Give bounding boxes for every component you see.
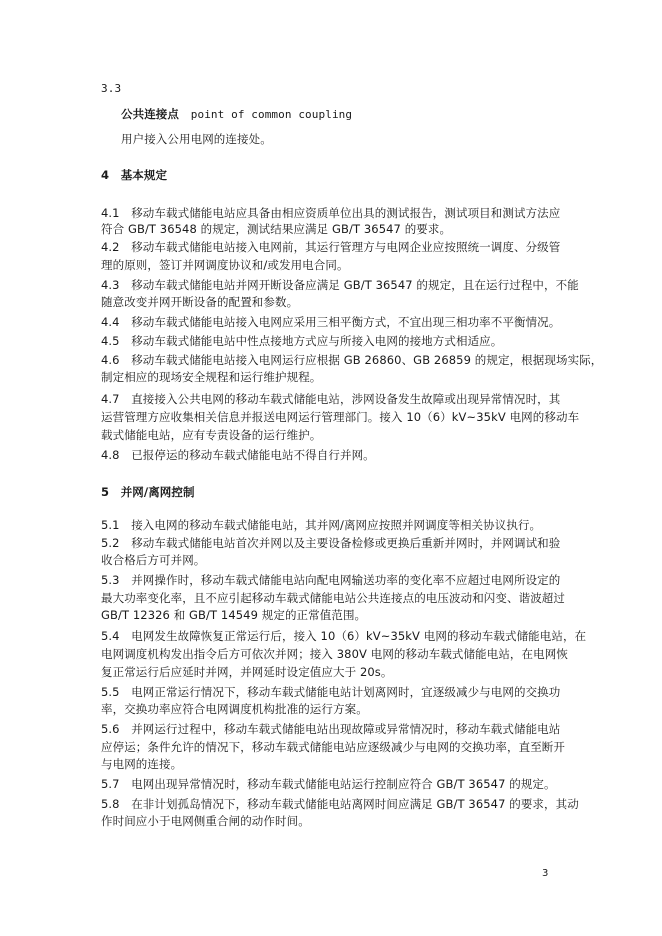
text-line: 最大功率变化率，且不应引起移动车载式储能电站公共连接点的电压波动和闪变、谐波超过	[101, 591, 565, 605]
text-line: 收合格后方可并网。	[101, 553, 206, 567]
text-line: 4.4 移动车载式储能电站接入电网应采用三相平衡方式，不宜出现三相功率不平衡情况。	[101, 315, 561, 329]
text-line: 5.2 移动车载式储能电站首次并网以及主要设备检修或更换后重新并网时，并网调试和验	[101, 536, 561, 550]
page-number: 3	[542, 868, 549, 879]
section-heading: 4 基本规定	[101, 168, 168, 182]
text-line: 5.6 并网运行过程中，移动车载式储能电站出现故障或异常情况时，移动车载式储能电站	[101, 722, 561, 736]
term-definition: 用户接入公用电网的连接处。	[121, 132, 272, 146]
text-line: 随意改变并网开断设备的配置和参数。	[101, 295, 299, 309]
text-line: 5.4 电网发生故障恢复正常运行后，接入 10（6）kV~35kV 电网的移动车载式储能电站，在	[101, 629, 587, 643]
text-line: GB/T 12326 和 GB/T 14549 规定的正常值范围。	[101, 608, 367, 622]
text-line: 符合 GB/T 36548 的规定，测试结果应满足 GB/T 36547 的要求。	[101, 222, 452, 236]
text-line: 作时间应小于电网侧重合闸的动作时间。	[101, 814, 310, 828]
term-english: point of common coupling	[190, 108, 353, 121]
text-line: 与电网的连接。	[101, 757, 183, 771]
term-entry	[121, 107, 352, 122]
text-line: 电网调度机构发出指令后方可依次并网；接入 380V 电网的移动车载式储能电站，在电网恢	[101, 647, 568, 661]
text-line: 4.8 已报停运的移动车载式储能电站不得自行并网。	[101, 448, 375, 462]
text-line: 5.1 接入电网的移动车载式储能电站，其并网/离网应按照并网调度等相关协议执行。	[101, 518, 542, 532]
text-line: 5.5 电网正常运行情况下，移动车载式储能电站计划离网时，宜逐级减少与电网的交换功	[101, 685, 561, 699]
text-line: 运营管理方应收集相关信息并报送电网运行管理部门。接入 10（6）kV~35kV 电网的移动车	[101, 410, 580, 424]
text-line: 应停运；条件允许的情况下，移动车载式储能电站应逐级减少与电网的交换功率，直至断开	[101, 740, 565, 754]
text-line: 复正常运行后应延时并网，并网延时设定值应大于 20s。	[101, 665, 393, 679]
text-line: 理的原则，签订并网调度协议和/或发用电合同。	[101, 258, 349, 272]
text-line: 4.1 移动车载式储能电站应具备由相应资质单位出具的测试报告，测试项目和测试方法应	[101, 206, 561, 220]
section-heading: 5 并网/离网控制	[101, 485, 195, 499]
text-line: 率，交换功率应符合电网调度机构批准的运行方案。	[101, 702, 368, 716]
text-line: 4.6 移动车载式储能电站接入电网运行应根据 GB 26860、GB 26859 的规定，根据现场实际，	[101, 353, 603, 367]
text-line: 4.3 移动车载式储能电站并网开断设备应满足 GB/T 36547 的规定，且在运行过程中，不能	[101, 278, 579, 292]
clause-number: 3.3	[101, 82, 122, 95]
text-line: 4.2 移动车载式储能电站接入电网前，其运行管理方与电网企业应按照统一调度、分级管	[101, 240, 561, 254]
text-line: 4.7 直接接入公共电网的移动车载式储能电站，涉网设备发生故障或出现异常情况时，其	[101, 392, 561, 406]
text-line: 5.8 在非计划孤岛情况下，移动车载式储能电站离网时间应满足 GB/T 36547 的要求，其动	[101, 797, 579, 811]
term-chinese: 公共连接点	[121, 107, 179, 121]
text-line: 载式储能电站，应有专责设备的运行维护。	[101, 428, 322, 442]
text-line: 4.5 移动车载式储能电站中性点接地方式应与所接入电网的接地方式相适应。	[101, 334, 503, 348]
text-line: 制定相应的现场安全规程和运行维护规程。	[101, 370, 322, 384]
text-line: 5.3 并网操作时，移动车载式储能电站向配电网输送功率的变化率不应超过电网所设定的	[101, 573, 561, 587]
text-line: 5.7 电网出现异常情况时，移动车载式储能电站运行控制应符合 GB/T 36547 的规定。	[101, 777, 556, 791]
